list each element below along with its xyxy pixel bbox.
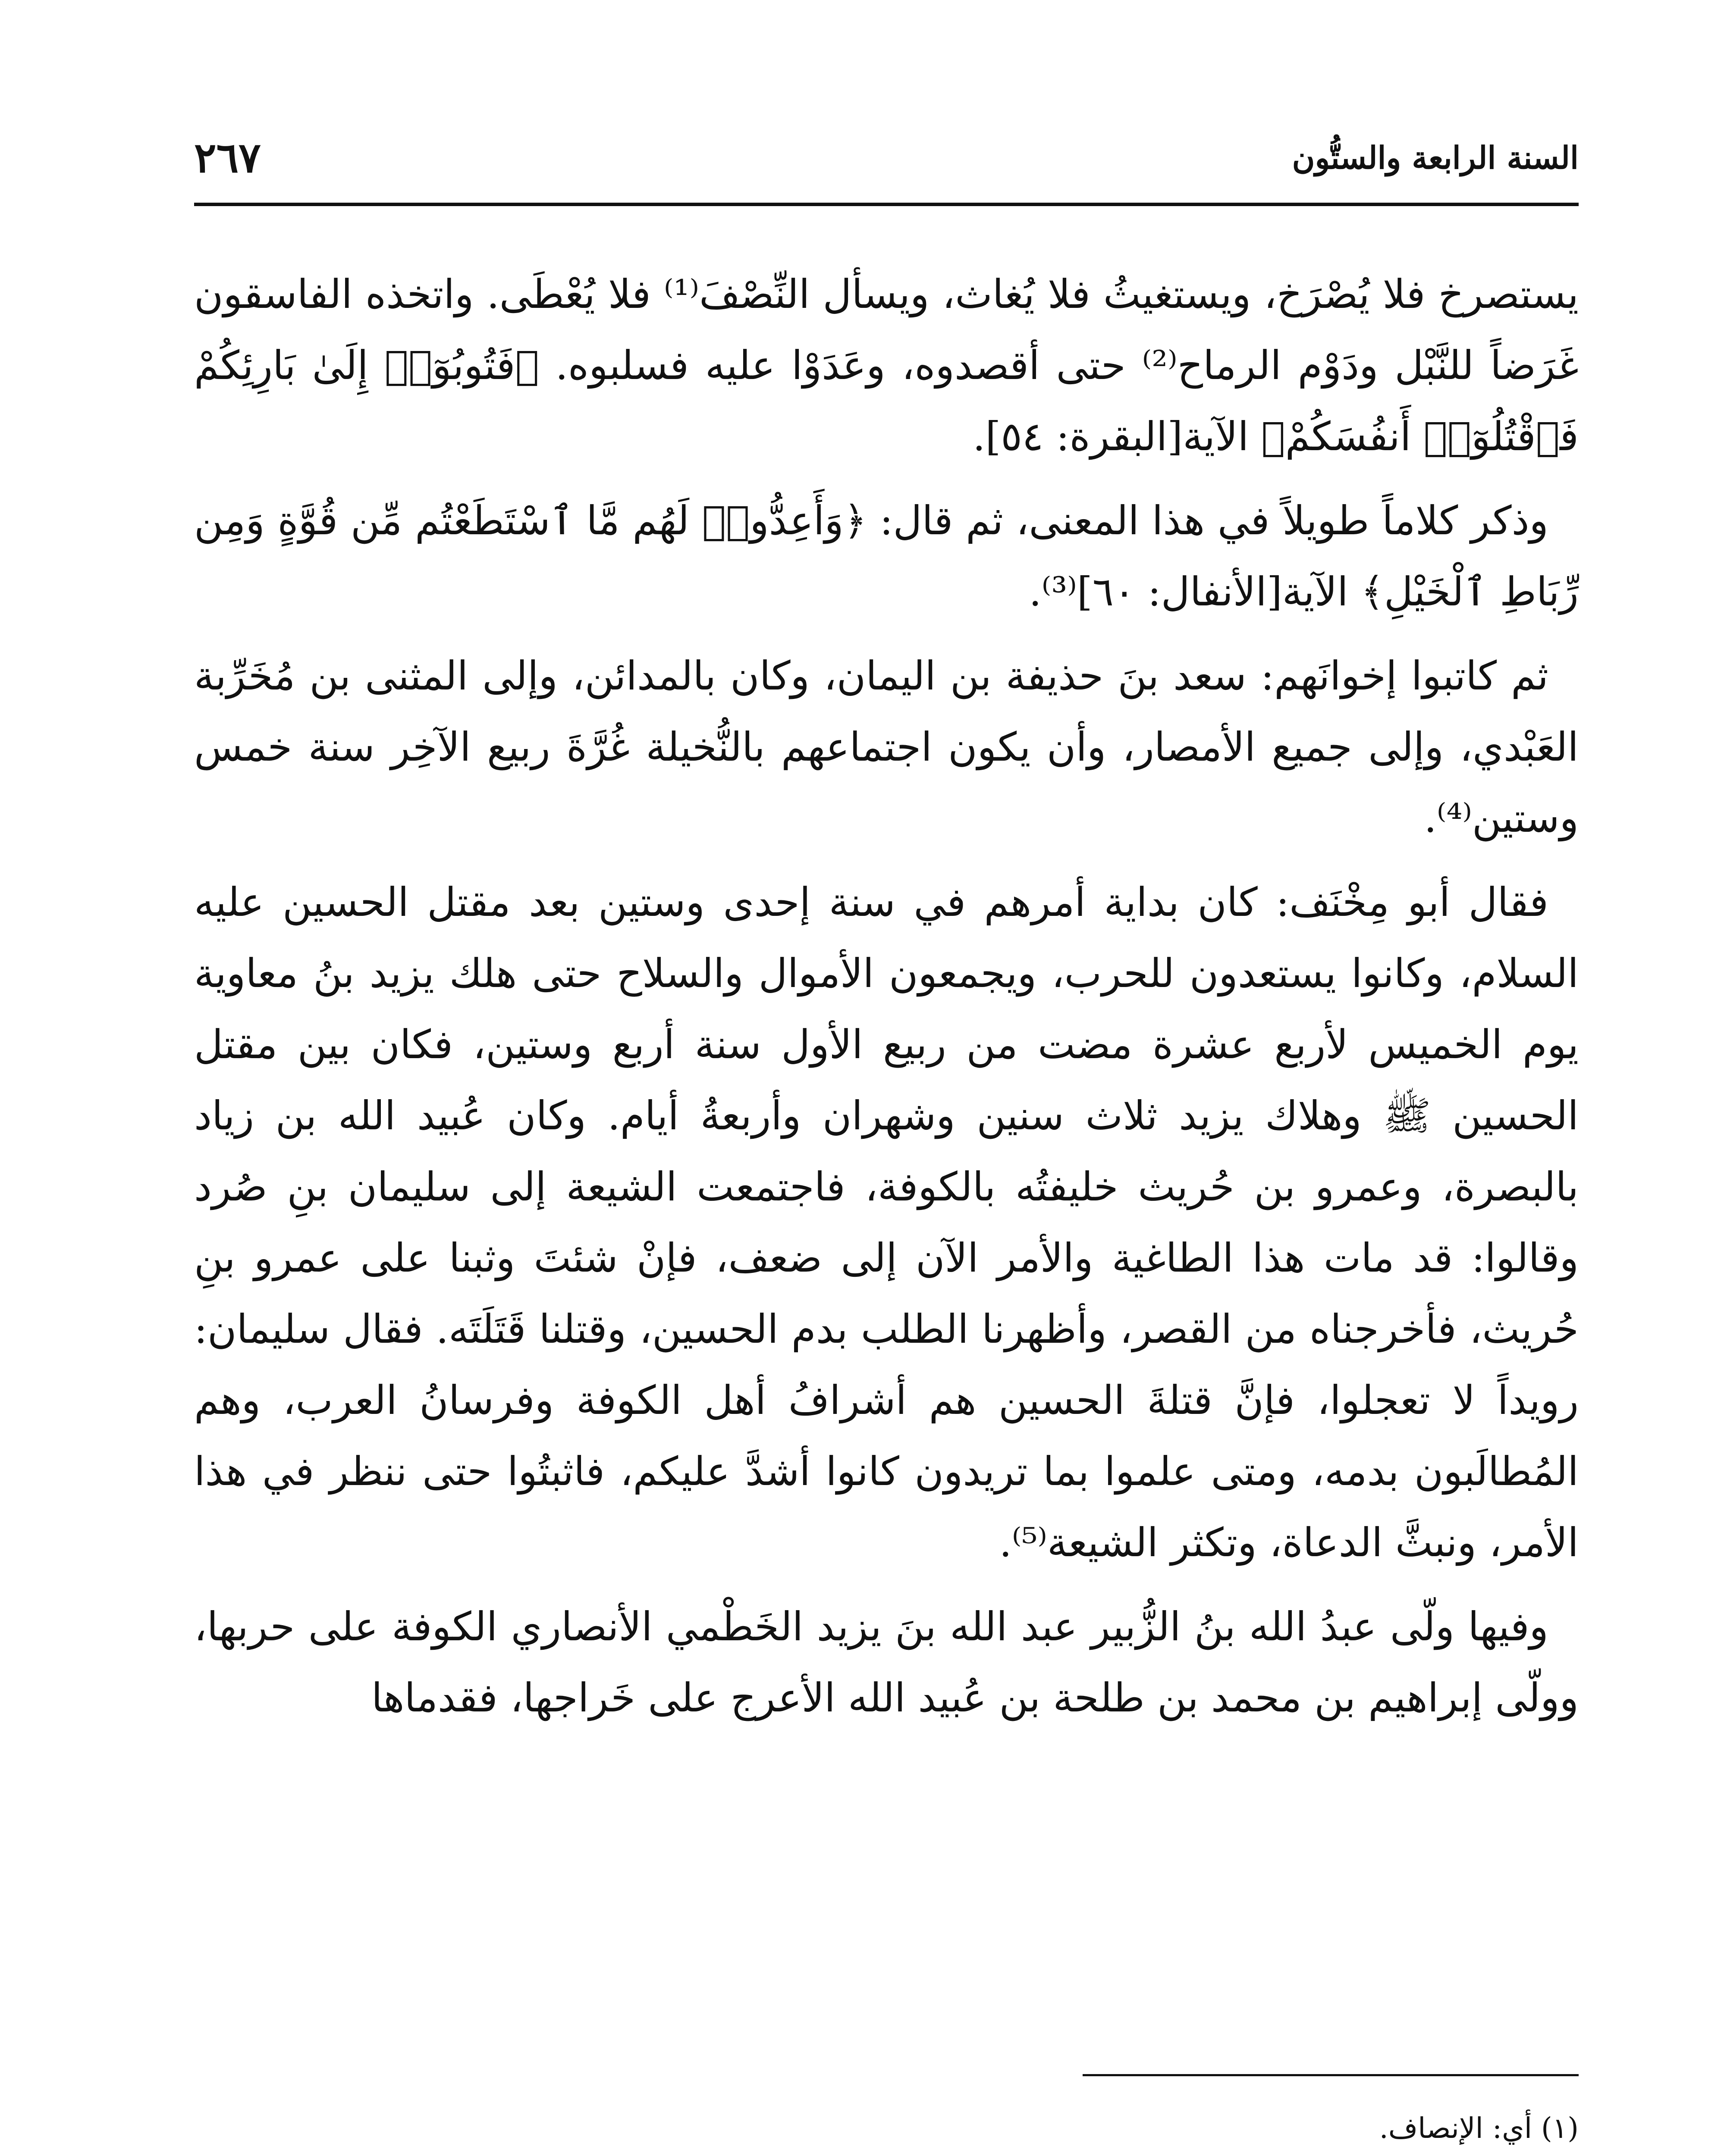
footnotes: [194, 2100, 1579, 2156]
page-number: ٢٦٧: [194, 133, 261, 182]
running-title: السنة الرابعة والستُّون: [1292, 139, 1579, 176]
paragraph: ثم كاتبوا إخوانَهم: سعد بنَ حذيفة بن اليمان، وكان بالمدائن، وإلى المثنى بن مُخَرِّبة العَبْدي، وإلى جميع الأمصار، وأن يكون اجتماعهم بالنُّخيلة غُرَّةَ ربيع الآخِر سنة خمس وستين⁽⁴⁾.: [194, 653, 1579, 841]
footnote-divider: [1083, 2074, 1579, 2076]
paragraph: وذكر كلاماً طويلاً في هذا المعنى، ثم قال: ﴿وَأَعِدُّوا۟ لَهُم مَّا ٱسْتَطَعْتُم مِّن قُوَّةٍ وَمِن رِّبَاطِ ٱلْخَيْلِ﴾ الآية[الأنفال: ٦٠]⁽³⁾.: [194, 498, 1579, 615]
footnote: (١) أي: الإنصاف.: [1379, 2112, 1579, 2145]
main-text: [194, 259, 1579, 1746]
page-header: [194, 125, 1579, 190]
paragraph: وفيها ولّى عبدُ الله بنُ الزُّبير عبد الله بنَ يزيد الخَطْمي الأنصاري الكوفة على حربها، وولّى إبراهيم بن محمد بن طلحة بن عُبيد الله الأعرج على خَراجها، فقدماها: [194, 1604, 1579, 1721]
paragraph: يستصرخ فلا يُصْرَخ، ويستغيثُ فلا يُغاث، ويسأل النِّصْفَ⁽¹⁾ فلا يُعْطَى. واتخذه الفاسقون غَرَضاً للنَّبْل ودَوْم الرماح⁽²⁾ حتى أقصدوه، وعَدَوْا عليه فسلبوه. ﴿فَتُوبُوٓا۟ إِلَىٰ بَارِئِكُمْ فَٱقْتُلُوٓا۟ أَنفُسَكُمْ﴾ الآية[البقرة: ٥٤].: [194, 271, 1579, 460]
header-divider: [194, 203, 1579, 206]
paragraph: فقال أبو مِخْنَف: كان بداية أمرهم في سنة إحدى وستين بعد مقتل الحسين عليه السلام، وكانوا يستعدون للحرب، ويجمعون الأموال والسلاح حتى هلك يزيد بنُ معاوية يوم الخميس لأربع عشرة مضت من ربيع الأول سنة أربع وستين، فكان بين مقتل الحسين ﷺ وهلاك يزيد ثلاث سنين وشهران وأربعةُ أيام. وكان عُبيد الله بن زياد بالبصرة، وعمرو بن حُريث خليفتُه بالكوفة، فاجتمعت الشيعة إلى سليمان بنِ صُرد وقالوا: قد مات هذا الطاغية والأمر الآن إلى ضعف، فإنْ شئتَ وثبنا على عمرو بنِ حُريث، فأخرجناه من القصر، وأظهرنا الطلب بدم الحسين، وقتلنا قَتَلَتَه. فقال سليمان: رويداً لا تعجلوا، فإنَّ قتلةَ الحسين هم أشرافُ أهل الكوفة وفرسانُ العرب، وهم المُطالَبون بدمه، ومتى علموا بما تريدون كانوا أشدَّ عليكم، فاثبتُوا حتى ننظر في هذا الأمر، ونبثَّ الدعاة، وتكثر الشيعة⁽⁵⁾.: [194, 879, 1579, 1566]
